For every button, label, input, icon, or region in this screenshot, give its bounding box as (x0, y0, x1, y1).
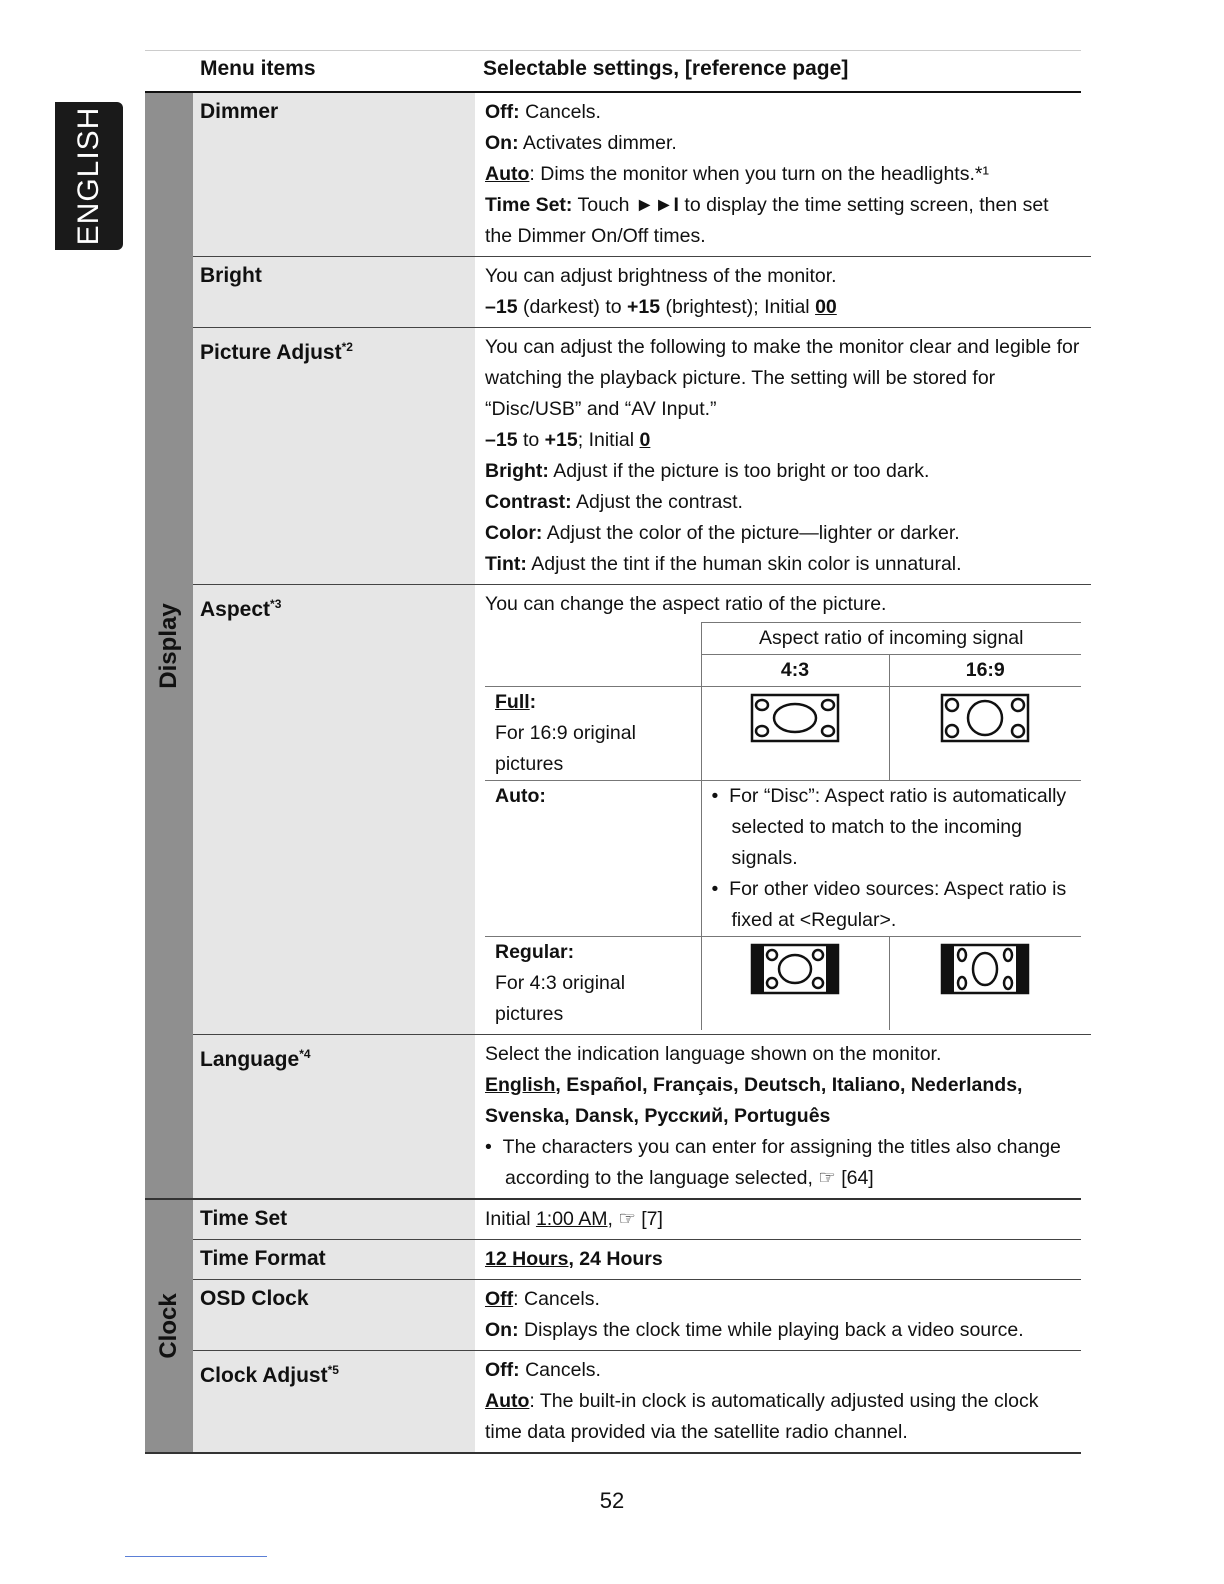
dimmer-off-key: Off: (485, 101, 520, 123)
footer-rule (125, 1556, 267, 1557)
aspect-regular-label: Regular: (495, 941, 575, 963)
aspect-auto-bullet2: • For other video sources: Aspect ratio is fixed at <Regular>. (711, 878, 1067, 931)
desc-picture-adjust (475, 328, 1091, 584)
dimmer-timeset-text1: Touch (572, 194, 635, 216)
dimmer-auto-key: Auto (485, 163, 530, 185)
ca-off-text: Cancels. (519, 1359, 601, 1381)
pa-range-a: –15 (485, 429, 518, 451)
full-16-9-screen-icon (940, 693, 1030, 743)
aspect-table-heading: Aspect ratio of incoming signal (701, 623, 1081, 655)
aspect-label: Aspect (200, 598, 271, 621)
bright-range-a: –15 (485, 296, 518, 318)
table-header (145, 50, 1081, 93)
desc-language (475, 1035, 1091, 1198)
desc-clock-adjust (475, 1351, 1081, 1452)
item-language (193, 1035, 475, 1198)
osd-off-key: Off (485, 1288, 514, 1310)
dimmer-on-text: Activates dimmer. (518, 132, 677, 154)
dimmer-timeset-key: Time Set: (485, 194, 573, 216)
aspect-regular-4-3-cell (701, 937, 889, 1031)
row-picture-adjust (193, 328, 1091, 585)
language-note: *4 (299, 1047, 311, 1061)
aspect-full-16-9-cell (889, 687, 1081, 781)
row-language (193, 1035, 1091, 1198)
pa-range-c: +15 (544, 429, 578, 451)
ca-auto-key: Auto (485, 1390, 530, 1412)
item-time-set: Time Set (193, 1200, 475, 1239)
display-section (145, 93, 1081, 1200)
language-label: Language (200, 1048, 300, 1071)
aspect-full-label: Full (495, 691, 530, 713)
dimmer-timeset-text2: to display the time setting screen, then set the Dimmer On/Off times. (485, 194, 1049, 247)
aspect-auto-bullet1: • For “Disc”: Aspect ratio is automatically selected to match to the incoming signals. (711, 785, 1067, 869)
bright-range-b: (darkest) to (517, 296, 627, 318)
aspect-auto-label-cell (485, 781, 701, 937)
bright-line1: You can adjust brightness of the monitor. (485, 265, 837, 287)
pa-tint-key: Tint: (485, 553, 527, 575)
display-section-tab (145, 93, 193, 1198)
time-set-initial: 1:00 AM (535, 1208, 608, 1230)
language-others: , Español, Français, Deutsch, Italiano, Nederlands, Svenska, Dansk, Русский, Português (485, 1074, 1023, 1127)
aspect-full-4-3-cell (701, 687, 889, 781)
osd-on-key: On: (485, 1319, 519, 1341)
item-osd-clock: OSD Clock (193, 1280, 475, 1350)
picture-adjust-intro: You can adjust the following to make the monitor clear and legible for watching the playback picture. The setting will be stored for “Disc/USB” and “AV Input.” (485, 336, 1080, 420)
aspect-intro: You can change the aspect ratio of the picture. (485, 593, 887, 615)
osd-on-text: Displays the clock time while playing back a video source. (518, 1319, 1024, 1341)
osd-off-text: : Cancels. (513, 1288, 600, 1310)
pa-bright-text: Adjust if the picture is too bright or too dark. (548, 460, 930, 482)
row-time-set (193, 1200, 1081, 1240)
dimmer-on-key: On: (485, 132, 519, 154)
aspect-auto-bullet2-text: For other video sources: Aspect ratio is fixed at <Regular>. (729, 878, 1067, 931)
aspect-note: *3 (270, 597, 282, 611)
ca-off-key: Off: (485, 1359, 520, 1381)
ca-auto-text: : The built-in clock is automatically adjusted using the clock time data provided via the satellite radio channel. (485, 1390, 1039, 1443)
item-dimmer: Dimmer (193, 93, 475, 256)
dimmer-auto-text: : Dims the monitor when you turn on the headlights.*¹ (529, 163, 989, 185)
row-dimmer (193, 93, 1091, 257)
aspect-col-4-3: 4:3 (701, 655, 889, 687)
pa-range-b: to (517, 429, 545, 451)
regular-4-3-screen-icon (750, 943, 840, 995)
language-tab (55, 102, 123, 250)
aspect-auto-desc (701, 781, 1081, 937)
row-aspect (193, 585, 1091, 1035)
settings-table (145, 50, 1081, 1454)
time-format-12h: 12 Hours (485, 1248, 569, 1270)
bright-initial: 00 (815, 296, 837, 318)
aspect-auto-bullet1-text: For “Disc”: Aspect ratio is automatically selected to match to the incoming signals. (729, 785, 1067, 869)
desc-osd-clock (475, 1280, 1081, 1350)
aspect-full-sub: For 16:9 original pictures (495, 722, 636, 775)
aspect-ratio-table (485, 622, 1081, 1030)
picture-adjust-label: Picture Adjust (200, 341, 342, 364)
row-osd-clock (193, 1280, 1081, 1351)
page-number: 52 (599, 1488, 625, 1513)
clock-section-tab (145, 1200, 193, 1452)
desc-time-format (475, 1240, 1081, 1279)
pa-initial: 0 (639, 429, 651, 451)
aspect-col-16-9: 16:9 (889, 655, 1081, 687)
header-menu-items: Menu items (200, 57, 316, 80)
clock-adjust-note: *5 (327, 1363, 339, 1377)
pa-range-d: ; Initial (577, 429, 640, 451)
bright-range-d: (brightest); Initial (660, 296, 816, 318)
item-aspect (193, 585, 475, 1034)
aspect-regular-sub: For 4:3 original pictures (495, 972, 626, 1025)
language-line1: Select the indication language shown on the monitor. (485, 1043, 942, 1065)
aspect-auto-label: Auto: (495, 785, 546, 807)
row-clock-adjust (193, 1351, 1081, 1452)
desc-dimmer (475, 93, 1091, 256)
language-default: English (485, 1074, 556, 1096)
aspect-full-cell (485, 687, 701, 781)
desc-bright (475, 257, 1091, 327)
pa-tint-text: Adjust the tint if the human skin color is unnatural. (526, 553, 962, 575)
row-bright (193, 257, 1091, 328)
next-track-icon: ►►I (634, 194, 679, 216)
time-set-ref: , ☞ [7] (607, 1208, 663, 1230)
picture-adjust-note: *2 (341, 340, 353, 354)
aspect-full-colon: : (529, 691, 537, 713)
pa-contrast-key: Contrast: (485, 491, 572, 513)
time-set-prefix: Initial (485, 1208, 536, 1230)
bright-range-c: +15 (627, 296, 661, 318)
desc-aspect (475, 585, 1091, 1034)
dimmer-off-text: Cancels. (519, 101, 601, 123)
pa-color-key: Color: (485, 522, 543, 544)
header-selectable-settings: Selectable settings, [reference page] (483, 57, 849, 80)
clock-adjust-label: Clock Adjust (200, 1364, 328, 1387)
clock-section-label: Clock (155, 1293, 182, 1359)
aspect-regular-cell (485, 937, 701, 1031)
desc-time-set (475, 1200, 1081, 1239)
clock-section (145, 1200, 1081, 1454)
item-clock-adjust (193, 1351, 475, 1452)
regular-16-9-screen-icon (940, 943, 1030, 995)
pa-bright-key: Bright: (485, 460, 549, 482)
row-time-format (193, 1240, 1081, 1280)
display-section-label: Display (155, 602, 182, 689)
language-bullet-text: The characters you can enter for assigning the titles also change according to the language selected, ☞ [64] (502, 1136, 1061, 1189)
aspect-regular-16-9-cell (889, 937, 1081, 1031)
pa-contrast-text: Adjust the contrast. (571, 491, 743, 513)
language-tab-label: ENGLISH (72, 106, 105, 246)
language-bullet: • The characters you can enter for assigning the titles also change according to the language selected, ☞ [64] (485, 1136, 1061, 1189)
item-time-format: Time Format (193, 1240, 475, 1279)
pa-color-text: Adjust the color of the picture—lighter or darker. (542, 522, 960, 544)
full-4-3-screen-icon (750, 693, 840, 743)
time-format-24h: , 24 Hours (568, 1248, 663, 1270)
item-bright: Bright (193, 257, 475, 327)
item-picture-adjust (193, 328, 475, 584)
